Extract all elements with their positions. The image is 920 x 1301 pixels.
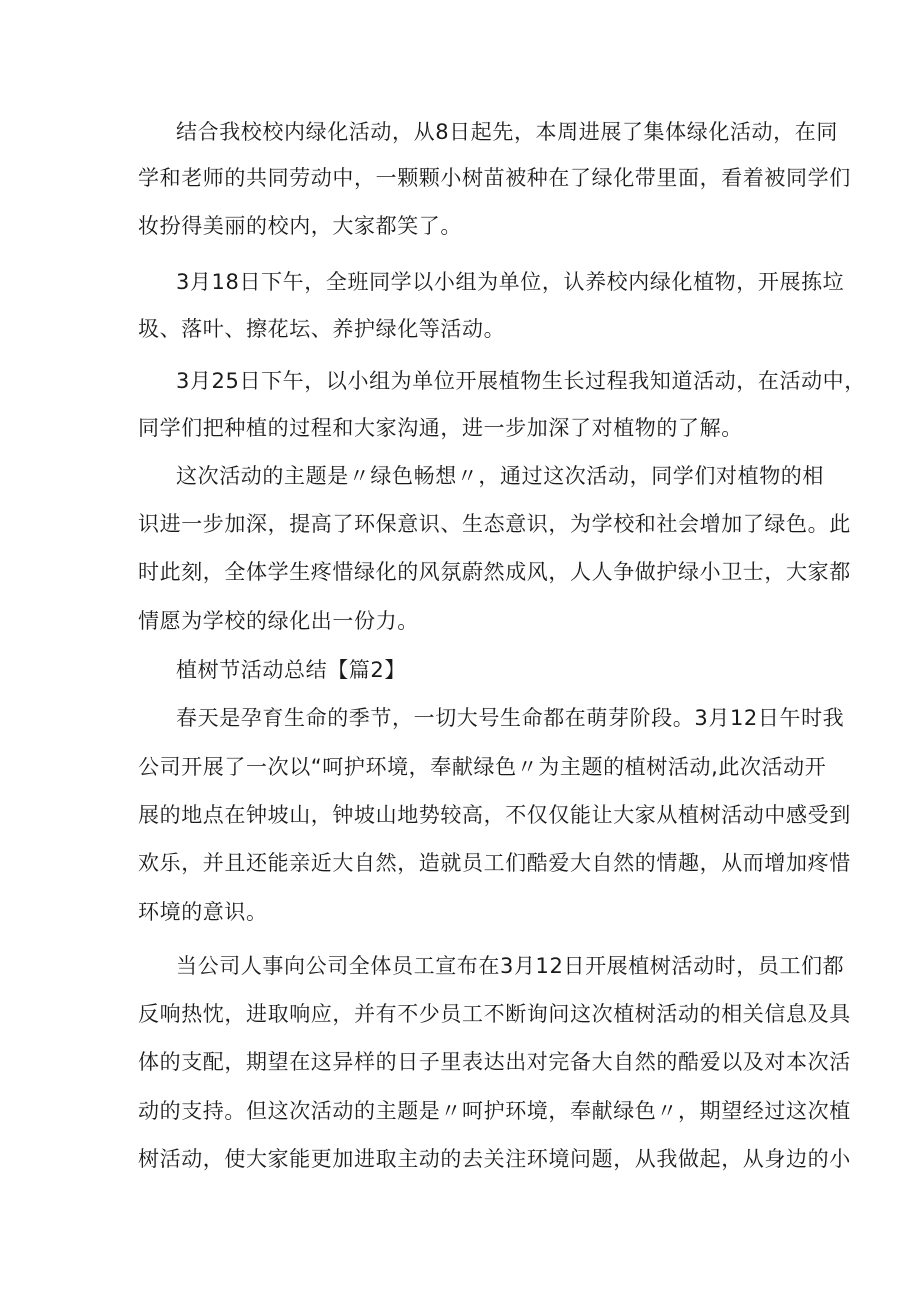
paragraph-2-line-2: 圾、落叶、擦花坛、养护绿化等活动。 [138,317,506,341]
paragraph-4-line-4: 情愿为学校的绿化出一份力。 [138,609,419,633]
paragraph-1-line-2: 学和老师的共同劳动中，一颗颗小树苗被种在了绿化带里面，看着被同学们 [138,166,851,190]
section-heading: 植树节活动总结【篇2】 [176,658,406,682]
paragraph-3-line-2: 同学们把种植的过程和大家沟通，进一步加深了对植物的了解。 [138,416,743,440]
paragraph-5-line-2: 公司开展了一次以“呵护环境，奉献绿色〃为主题的植树活动,此次活动开 [138,755,827,779]
paragraph-1-line-3: 妆扮得美丽的校内，大家都笑了。 [138,214,462,238]
paragraph-6-line-5: 树活动，使大家能更加进取主动的去关注环境问题，从我做起，从身边的小 [138,1147,851,1171]
paragraph-5-line-4: 欢乐，并且还能亲近大自然，造就员工们酷爱大自然的情趣，从而增加疼惜 [138,851,851,875]
paragraph-4-line-1: 这次活动的主题是〃绿色畅想〃，通过这次活动，同学们对植物的相 [176,464,824,488]
paragraph-1-line-1: 结合我校校内绿化活动，从8日起先，本周进展了集体绿化活动，在同 [176,120,838,144]
paragraph-5-line-5: 环境的意识。 [138,900,268,924]
paragraph-6-line-4: 动的支持。但这次活动的主题是〃呵护环境，奉献绿色〃，期望经过这次植 [138,1099,851,1123]
paragraph-6-line-2: 反响热忱，进取响应，并有不少员工不断询问这次植树活动的相关信息及具 [138,1002,851,1026]
paragraph-2-line-1: 3月18日下午，全班同学以小组为单位，认养校内绿化植物，开展拣垃 [176,270,845,294]
paragraph-5-line-1: 春天是孕育生命的季节，一切大号生命都在萌芽阶段。3月12日午时我 [176,706,845,730]
paragraph-6-line-3: 体的支配，期望在这异样的日子里表达出对完备大自然的酷爱以及对本次活 [138,1050,851,1074]
paragraph-4-line-3: 时此刻，全体学生疼惜绿化的风氛蔚然成风，人人争做护绿小卫士，大家都 [138,560,851,584]
paragraph-6-line-1: 当公司人事向公司全体员工宣布在3月12日开展植树活动时，员工们都 [176,954,845,978]
paragraph-5-line-3: 展的地点在钟坡山，钟坡山地势较高，不仅仅能让大家从植树活动中感受到 [138,803,851,827]
paragraph-4-line-2: 识进一步加深，提高了环保意识、生态意识，为学校和社会增加了绿色。此 [138,512,851,536]
paragraph-3-line-1: 3月25日下午，以小组为单位开展植物生长过程我知道活动，在活动中， [176,369,866,393]
